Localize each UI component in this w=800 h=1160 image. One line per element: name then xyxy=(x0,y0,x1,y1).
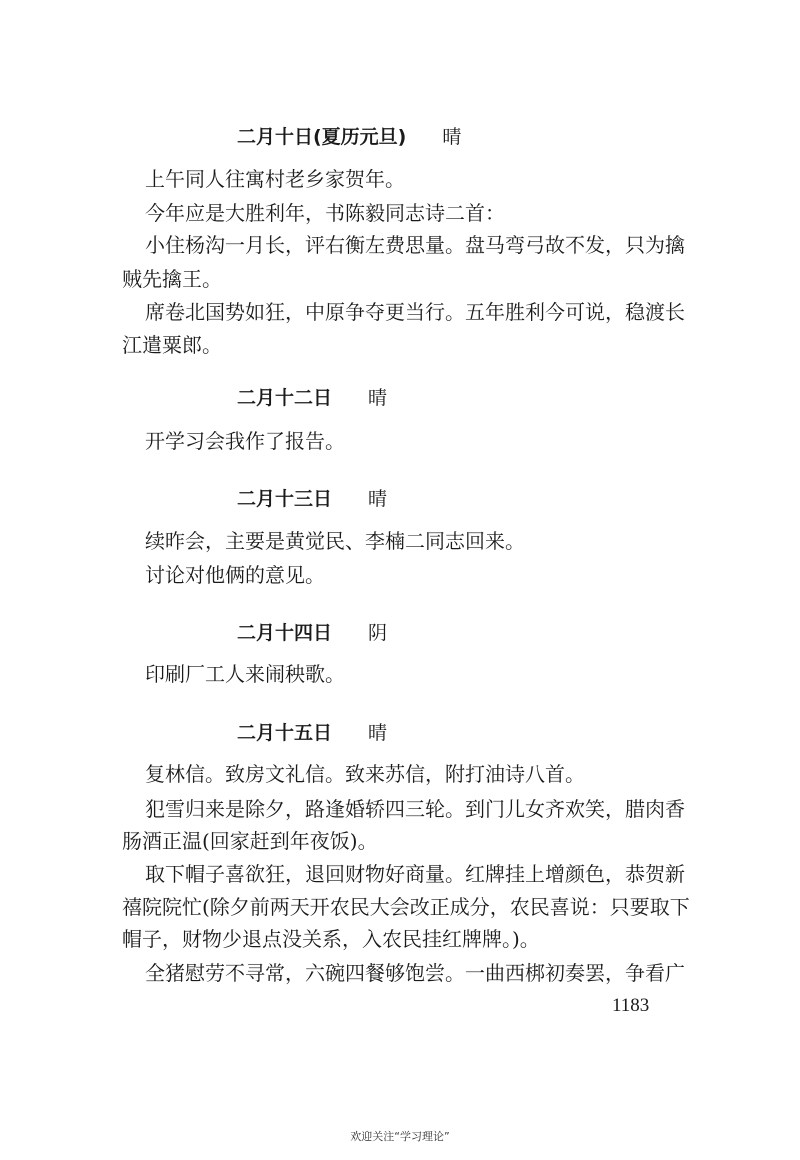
entry-heading xyxy=(237,383,387,410)
text-line: 今年应是大胜利年，书陈毅同志诗二首： xyxy=(145,201,505,225)
entry-heading xyxy=(237,618,387,645)
page-number: 1183 xyxy=(612,995,650,1016)
text-line: 讨论对他俩的意见。 xyxy=(145,563,325,587)
entry-weather: 阴 xyxy=(368,622,388,644)
entry-heading xyxy=(237,718,387,745)
text-line: 续昨会，主要是黄觉民、李楠二同志回来。 xyxy=(145,529,525,553)
entry-weather: 晴 xyxy=(368,488,388,510)
text-line: 贼先擒王。 xyxy=(122,267,222,291)
entry-date: 二月十五日 xyxy=(237,722,333,744)
entry-heading xyxy=(237,122,461,149)
text-line: 肠酒正温(回家赶到年夜饭)。 xyxy=(122,829,378,853)
text-line: 犯雪归来是除夕，路逢婚轿四三轮。到门儿女齐欢笑，腊肉香 xyxy=(145,797,685,821)
entry-date: 二月十四日 xyxy=(237,622,333,644)
text-line: 取下帽子喜欲狂，退回财物好商量。红牌挂上增颜色，恭贺新 xyxy=(145,862,685,886)
text-line: 席卷北国势如狂，中原争夺更当行。五年胜利今可说，稳渡长 xyxy=(145,300,685,324)
entry-weather: 晴 xyxy=(368,722,388,744)
entry-date: 二月十日(夏历元旦) xyxy=(237,126,407,148)
footer-caption: 欢迎关注“学习理论” xyxy=(350,1130,450,1143)
text-line: 印刷厂工人来闹秧歌。 xyxy=(145,662,345,686)
entry-weather: 晴 xyxy=(368,387,388,409)
text-line: 开学习会我作了报告。 xyxy=(145,429,345,453)
entry-heading xyxy=(237,484,387,511)
text-line: 全猪慰劳不寻常，六碗四餐够饱尝。一曲西梆初奏罢，争看广 xyxy=(145,961,685,985)
text-line: 江遣粟郎。 xyxy=(122,333,222,357)
entry-date: 二月十二日 xyxy=(237,387,333,409)
text-line: 帽子，财物少退点没关系，入农民挂红牌牌。)。 xyxy=(122,927,540,951)
text-line: 禧院院忙(除夕前两天开农民大会改正成分，农民喜说：只要取下 xyxy=(122,895,690,919)
text-line: 小住杨沟一月长，评右衡左费思量。盘马弯弓故不发，只为擒 xyxy=(145,233,685,257)
entry-date: 二月十三日 xyxy=(237,488,333,510)
text-line: 上午同人往寓村老乡家贺年。 xyxy=(145,167,405,191)
text-line: 复林信。致房文礼信。致来苏信，附打油诗八首。 xyxy=(145,762,585,786)
entry-weather: 晴 xyxy=(442,126,462,148)
